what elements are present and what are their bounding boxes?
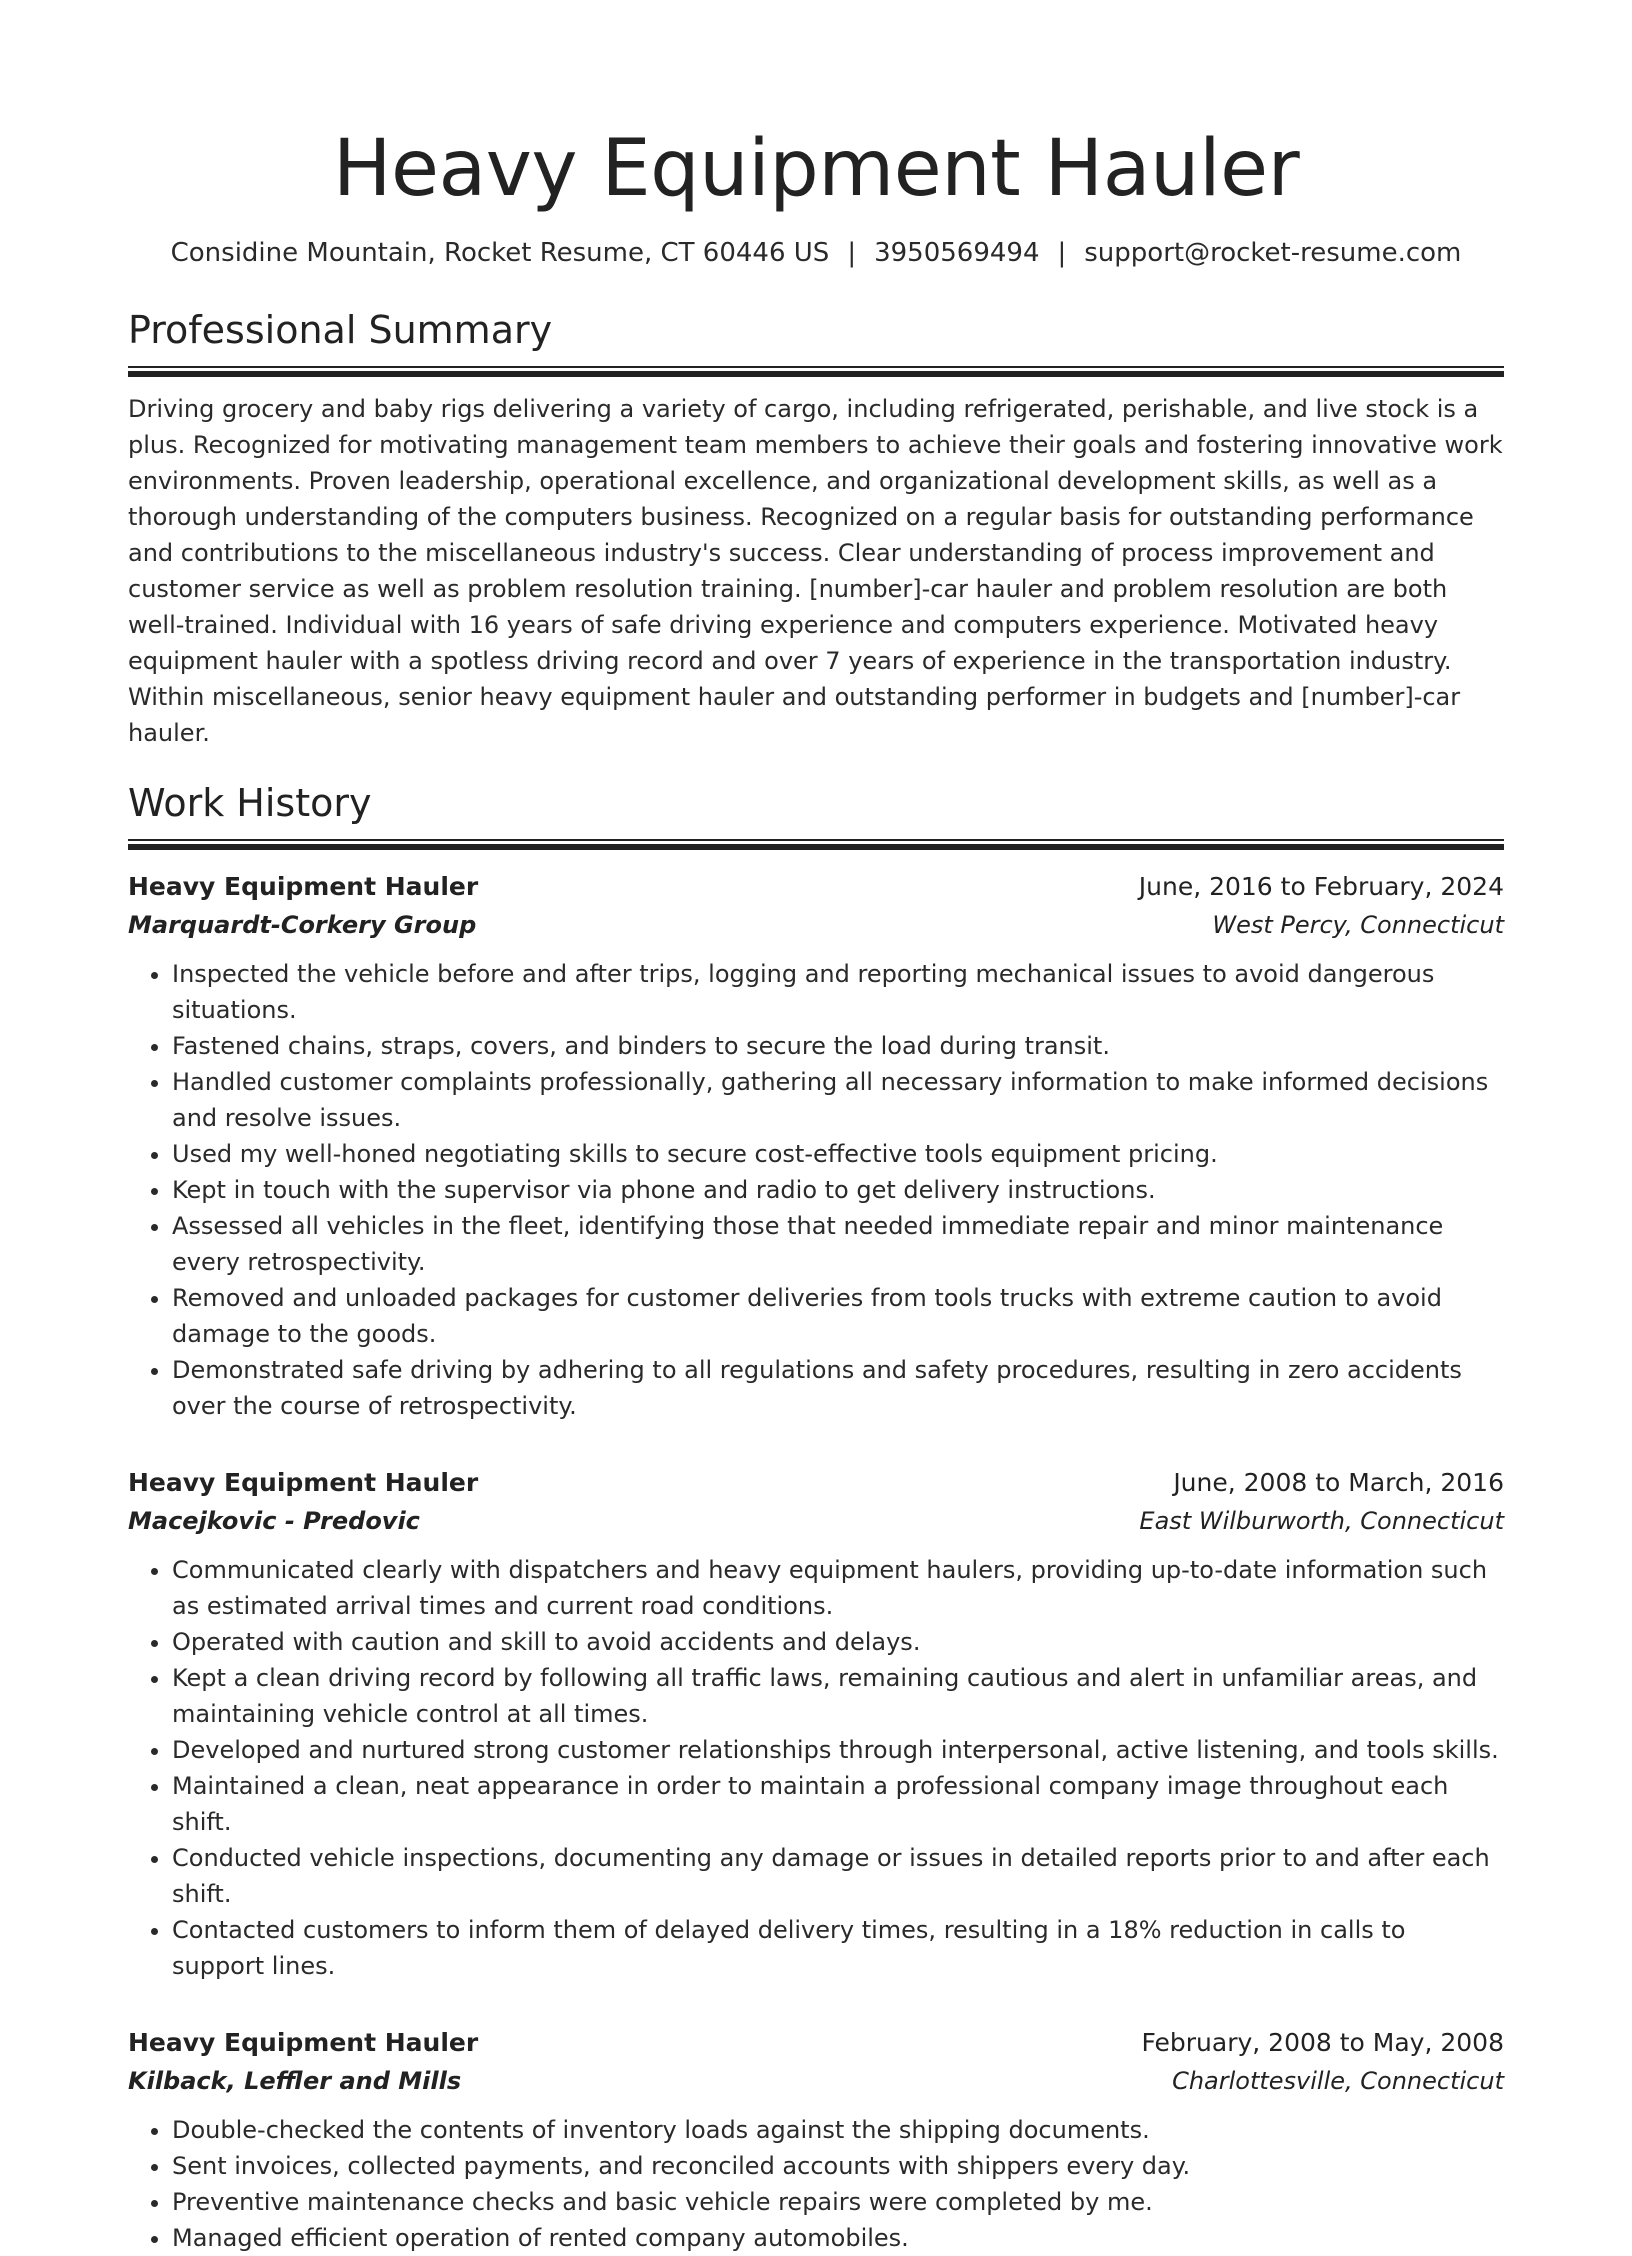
resume-name: Heavy Equipment Hauler [332, 124, 1300, 214]
job-bullet: • Preventive maintenance checks and basic vehicle repairs were completed by me. [172, 2184, 1504, 2220]
section-title-summary: Professional Summary [128, 308, 553, 352]
job-company-row [128, 1502, 1504, 1540]
contact-line [128, 236, 1504, 270]
job-bullet: • Used my well-honed negotiating skills to secure cost-effective tools equipment pricing. [172, 1136, 1504, 1172]
contact-separator: | [1057, 238, 1067, 268]
job-bullet: • Assessed all vehicles in the fleet, identifying those that needed immediate repair and minor maintenance every retrospectivity. [172, 1208, 1504, 1280]
resume-page [0, 120, 1632, 2252]
job-entry [128, 2024, 1504, 2256]
contact-separator: | [847, 238, 857, 268]
job-dates: June, 2008 to March, 2016 [1173, 1468, 1504, 1497]
section-divider [128, 366, 1504, 377]
job-bullet: • Contacted customers to inform them of delayed delivery times, resulting in a 18% reduction in calls to support lines. [172, 1912, 1504, 1984]
professional-summary-section [128, 306, 1504, 751]
job-bullet: • Communicated clearly with dispatchers and heavy equipment haulers, providing up-to-date information such as estimated arrival times and current road conditions. [172, 1552, 1504, 1624]
summary-text: Driving grocery and baby rigs delivering a variety of cargo, including refrigerated, perishable, and live stock is a plus. Recognized for motivating management team members to achieve their goals and fostering innovative work environments. Proven leadership, operational excellence, and organizational development skills, as well as a thorough understanding of the computers business. Recognized on a regular basis for outstanding performance and contributions to the miscellaneous industry's success. Clear understanding of process improvement and customer service as well as problem resolution training. [number]-car hauler and problem resolution are both well-trained. Individual with 16 years of safe driving experience and computers experience. Motivated heavy equipment hauler with a spotless driving record and over 7 years of experience in the transportation industry. Within miscellaneous, senior heavy equipment hauler and outstanding performer in budgets and [number]-car hauler. [128, 395, 1503, 747]
contact-email: support@rocket-resume.com [1084, 238, 1462, 268]
job-header-row [128, 868, 1504, 906]
job-bullets [128, 956, 1504, 1424]
job-company-row [128, 906, 1504, 944]
job-bullets [128, 2112, 1504, 2256]
job-title: Heavy Equipment Hauler [128, 1468, 479, 1497]
job-title: Heavy Equipment Hauler [128, 872, 479, 901]
job-company: Kilback, Leffler and Mills [128, 2067, 462, 2095]
job-bullet: • Kept in touch with the supervisor via phone and radio to get delivery instructions. [172, 1172, 1504, 1208]
job-bullet: • Operated with caution and skill to avoid accidents and delays. [172, 1624, 1504, 1660]
job-bullet: • Handled customer complaints professionally, gathering all necessary information to make informed decisions and resolve issues. [172, 1064, 1504, 1136]
job-dates: June, 2016 to February, 2024 [1138, 872, 1504, 901]
job-entry [128, 1464, 1504, 1984]
job-company-row [128, 2062, 1504, 2100]
job-location: Charlottesville, Connecticut [1172, 2067, 1504, 2095]
contact-phone: 3950569494 [874, 238, 1040, 268]
job-bullet: • Double-checked the contents of inventory loads against the shipping documents. [172, 2112, 1504, 2148]
work-history-section [128, 779, 1504, 2256]
job-bullets [128, 1552, 1504, 1984]
job-bullet: • Maintained a clean, neat appearance in order to maintain a professional company image throughout each shift. [172, 1768, 1504, 1840]
section-title-work-history: Work History [128, 781, 372, 825]
job-dates: February, 2008 to May, 2008 [1141, 2028, 1504, 2057]
job-bullet: • Fastened chains, straps, covers, and binders to secure the load during transit. [172, 1028, 1504, 1064]
job-header-row [128, 2024, 1504, 2062]
job-location: East Wilburworth, Connecticut [1139, 1507, 1504, 1535]
job-company: Macejkovic - Predovic [128, 1507, 420, 1535]
job-company: Marquardt-Corkery Group [128, 911, 477, 939]
job-entry [128, 868, 1504, 1424]
job-bullet: • Sent invoices, collected payments, and reconciled accounts with shippers every day. [172, 2148, 1504, 2184]
job-bullet: • Demonstrated safe driving by adhering to all regulations and safety procedures, resulting in zero accidents over the course of retrospectivity. [172, 1352, 1504, 1424]
job-bullet: • Kept a clean driving record by following all traffic laws, remaining cautious and alert in unfamiliar areas, and maintaining vehicle control at all times. [172, 1660, 1504, 1732]
job-bullet: • Managed efficient operation of rented company automobiles. [172, 2220, 1504, 2256]
job-location: West Percy, Connecticut [1212, 911, 1504, 939]
job-bullet: • Removed and unloaded packages for customer deliveries from tools trucks with extreme caution to avoid damage to the goods. [172, 1280, 1504, 1352]
contact-address: Considine Mountain, Rocket Resume, CT 60446 US [170, 238, 830, 268]
job-header-row [128, 1464, 1504, 1502]
job-bullet: • Inspected the vehicle before and after trips, logging and reporting mechanical issues to avoid dangerous situations. [172, 956, 1504, 1028]
job-title: Heavy Equipment Hauler [128, 2028, 479, 2057]
section-divider [128, 839, 1504, 850]
job-bullet: • Conducted vehicle inspections, documenting any damage or issues in detailed reports prior to and after each shift. [172, 1840, 1504, 1912]
job-bullet: • Developed and nurtured strong customer relationships through interpersonal, active listening, and tools skills. [172, 1732, 1504, 1768]
